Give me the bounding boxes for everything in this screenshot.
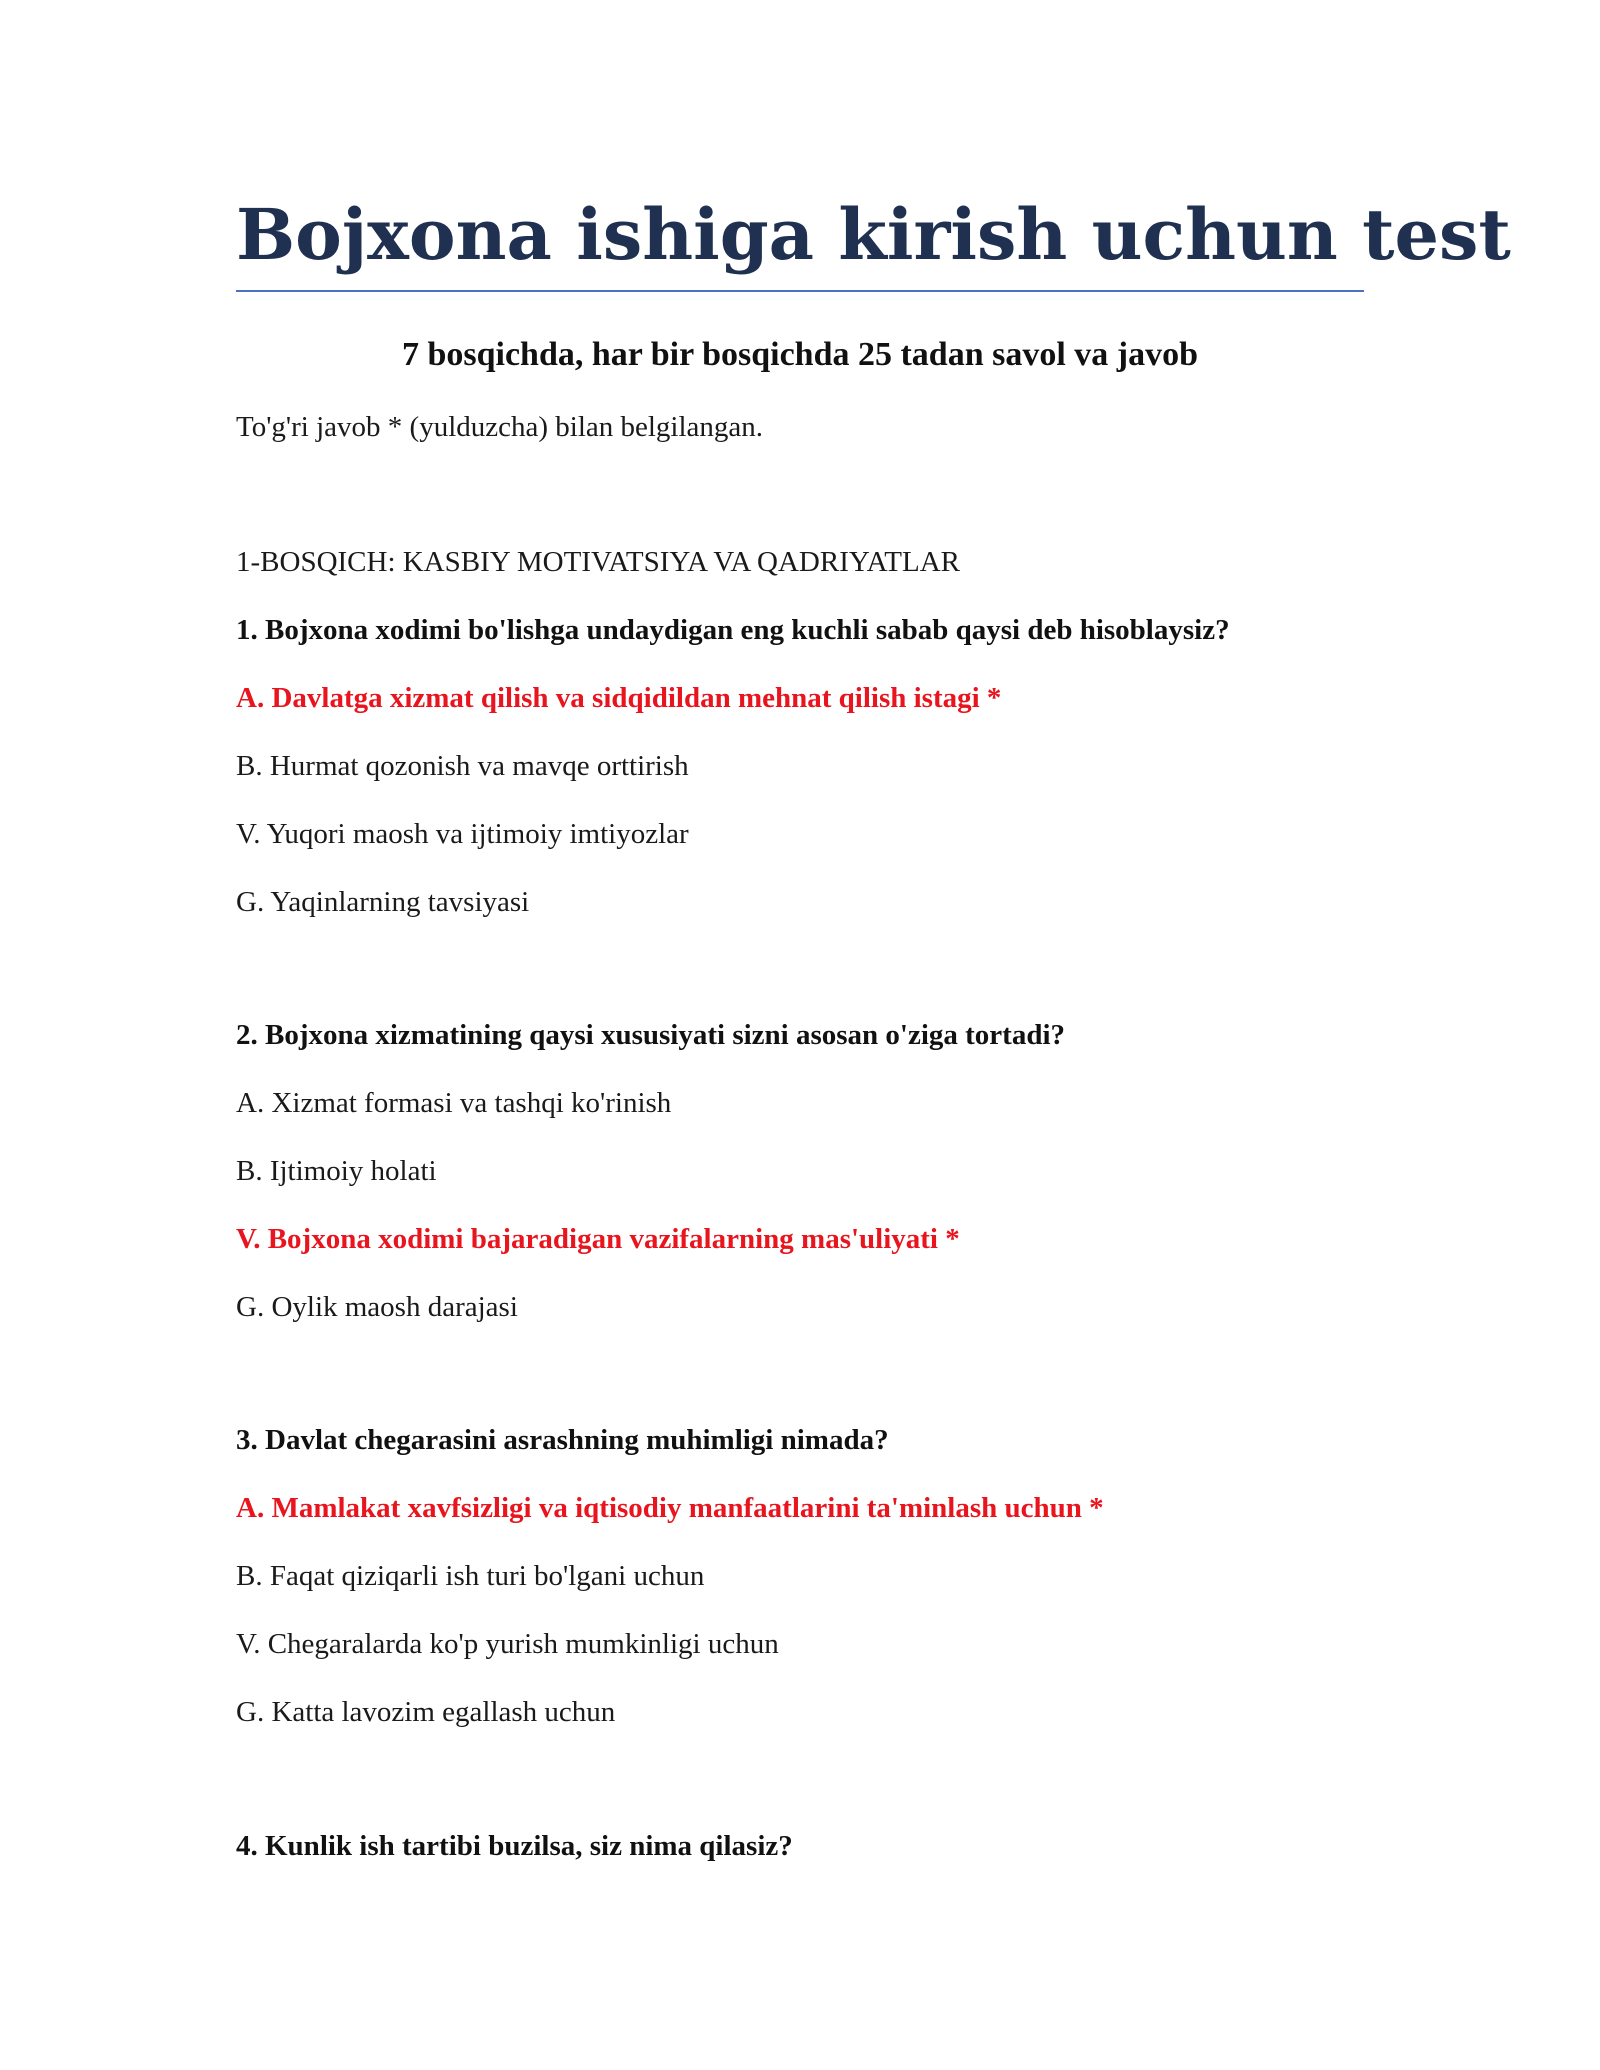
question-3: 3. Davlat chegarasini asrashning muhimligi nimada? — [236, 1424, 889, 1456]
question-1-option-a: A. Davlatga xizmat qilish va sidqidildan mehnat qilish istagi * — [236, 682, 1002, 714]
question-3-option-g: G. Katta lavozim egallash uchun — [236, 1696, 616, 1728]
title-underline — [236, 290, 1364, 292]
question-1-option-b: B. Hurmat qozonish va mavqe orttirish — [236, 750, 689, 782]
question-3-option-v: V. Chegaralarda ko'p yurish mumkinligi uchun — [236, 1628, 779, 1660]
question-4: 4. Kunlik ish tartibi buzilsa, siz nima qilasiz? — [236, 1830, 793, 1862]
question-2-option-a: A. Xizmat formasi va tashqi ko'rinish — [236, 1087, 672, 1119]
question-1-option-g: G. Yaqinlarning tavsiyasi — [236, 886, 530, 918]
question-2-option-v: V. Bojxona xodimi bajaradigan vazifalarning mas'uliyati * — [236, 1223, 960, 1255]
stage-heading: 1-BOSQICH: KASBIY MOTIVATSIYA VA QADRIYATLAR — [236, 546, 961, 578]
document-title: Bojxona ishiga kirish uchun test — [236, 193, 1511, 276]
answer-key-note: To'g'ri javob * (yulduzcha) bilan belgilangan. — [236, 411, 764, 443]
question-2: 2. Bojxona xizmatining qaysi xususiyati sizni asosan o'ziga tortadi? — [236, 1019, 1066, 1051]
question-2-option-b: B. Ijtimoiy holati — [236, 1155, 437, 1187]
question-3-option-b: B. Faqat qiziqarli ish turi bo'lgani uchun — [236, 1560, 705, 1592]
question-3-option-a: A. Mamlakat xavfsizligi va iqtisodiy manfaatlarini ta'minlash uchun * — [236, 1492, 1104, 1524]
question-1-option-v: V. Yuqori maosh va ijtimoiy imtiyozlar — [236, 818, 689, 850]
question-2-option-g: G. Oylik maosh darajasi — [236, 1291, 518, 1323]
document-subtitle: 7 bosqichda, har bir bosqichda 25 tadan savol va javob — [401, 336, 1199, 373]
question-1: 1. Bojxona xodimi bo'lishga undaydigan eng kuchli sabab qaysi deb hisoblaysiz? — [236, 614, 1230, 646]
